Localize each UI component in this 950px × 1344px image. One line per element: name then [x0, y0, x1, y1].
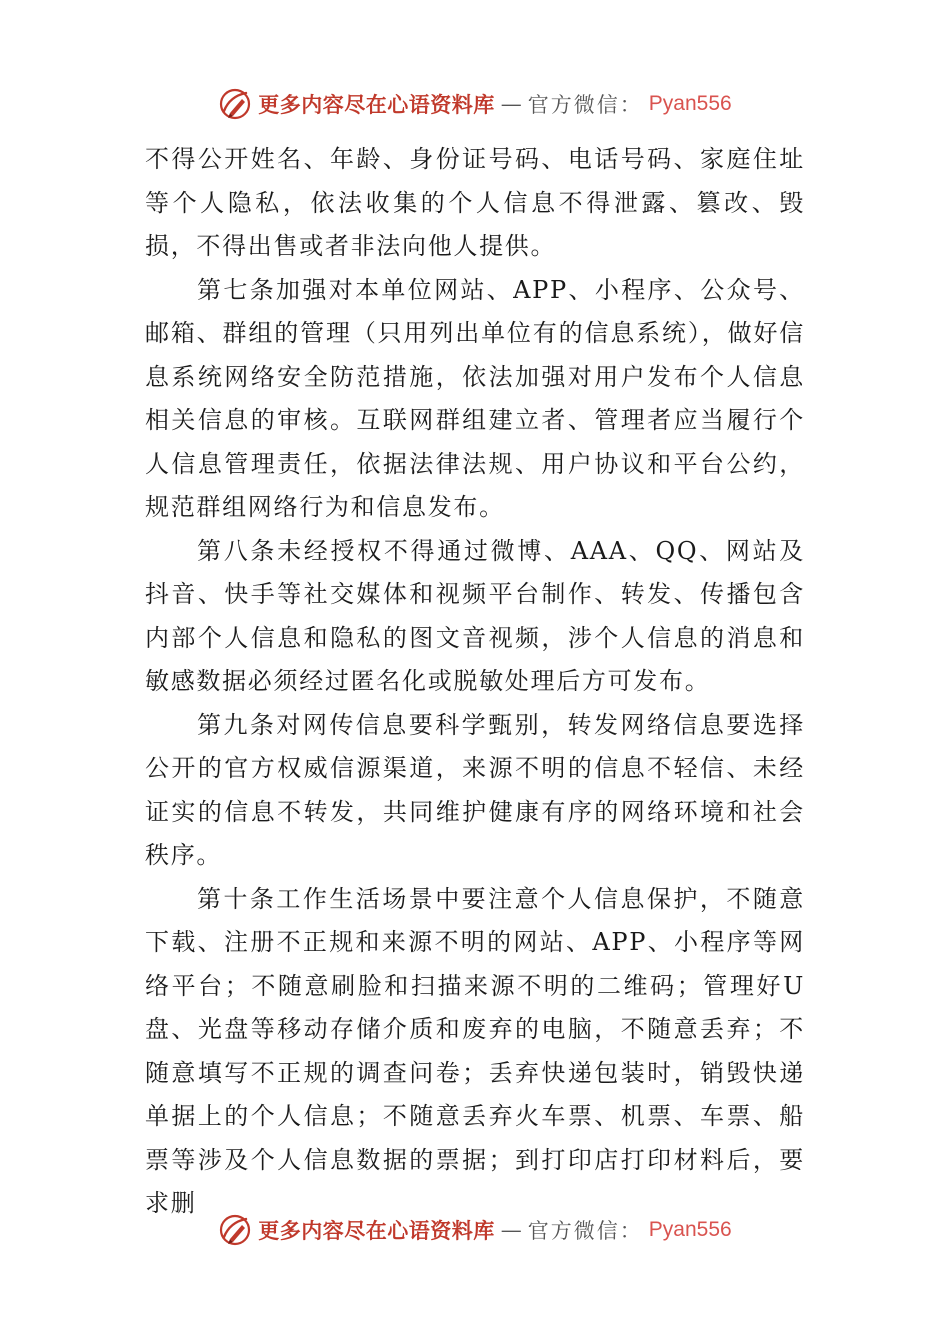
footer-watermark-banner — [0, 1210, 950, 1250]
header-watermark-banner — [0, 84, 950, 124]
banner-official-label: 官方微信： — [527, 1219, 643, 1243]
paragraph-continuation: 不得公开姓名、年龄、身份证号码、电话号码、家庭住址等个人隐私，依法收集的个人信息不得泄露、篡改、毁损，不得出售或者非法向他人提供。 — [145, 145, 805, 260]
banner-official-label: 官方微信： — [527, 93, 643, 117]
banner-wechat-id: Pyan556 — [648, 1218, 732, 1241]
banner-wechat-id: Pyan556 — [648, 92, 732, 115]
banner-separator: — — [500, 92, 522, 116]
banner-separator: — — [500, 1218, 522, 1242]
banner-main-text: 更多内容尽在心语资料库 — [258, 1218, 495, 1243]
pen-logo-icon — [218, 1213, 252, 1247]
banner-main-text: 更多内容尽在心语资料库 — [258, 92, 495, 117]
paragraph-article-10: 第十条工作生活场景中要注意个人信息保护，不随意下载、注册不正规和来源不明的网站、APP、小程序等网络平台；不随意刷脸和扫描来源不明的二维码；管理好U盘、光盘等移动存储介质和废弃的电脑，不随意丢弃；不随意填写不正规的调查问卷；丢弃快递包装时，销毁快递单据上的个人信息；不随意丢弃火车票、机票、车票、船票等涉及个人信息数据的票据；到打印店打印材料后，要求删 — [145, 884, 805, 1217]
paragraph-article-9: 第九条对网传信息要科学甄别，转发网络信息要选择公开的官方权威信源渠道，来源不明的信息不轻信、未经证实的信息不转发，共同维护健康有序的网络环境和社会秩序。 — [145, 710, 805, 869]
paragraph-article-7: 第七条加强对本单位网站、APP、小程序、公众号、邮箱、群组的管理（只用列出单位有的信息系统），做好信息系统网络安全防范措施，依法加强对用户发布个人信息相关信息的审核。互联网群组建立者、管理者应当履行个人信息管理责任，依据法律法规、用户协议和平台公约，规范群组网络行为和信息发布。 — [145, 275, 805, 521]
pen-logo-icon — [218, 87, 252, 121]
document-body — [145, 138, 805, 1226]
paragraph-article-8: 第八条未经授权不得通过微博、AAA、QQ、网站及抖音、快手等社交媒体和视频平台制作、转发、传播包含内部个人信息和隐私的图文音视频，涉个人信息的消息和敏感数据必须经过匿名化或脱敏处理后方可发布。 — [145, 536, 805, 695]
